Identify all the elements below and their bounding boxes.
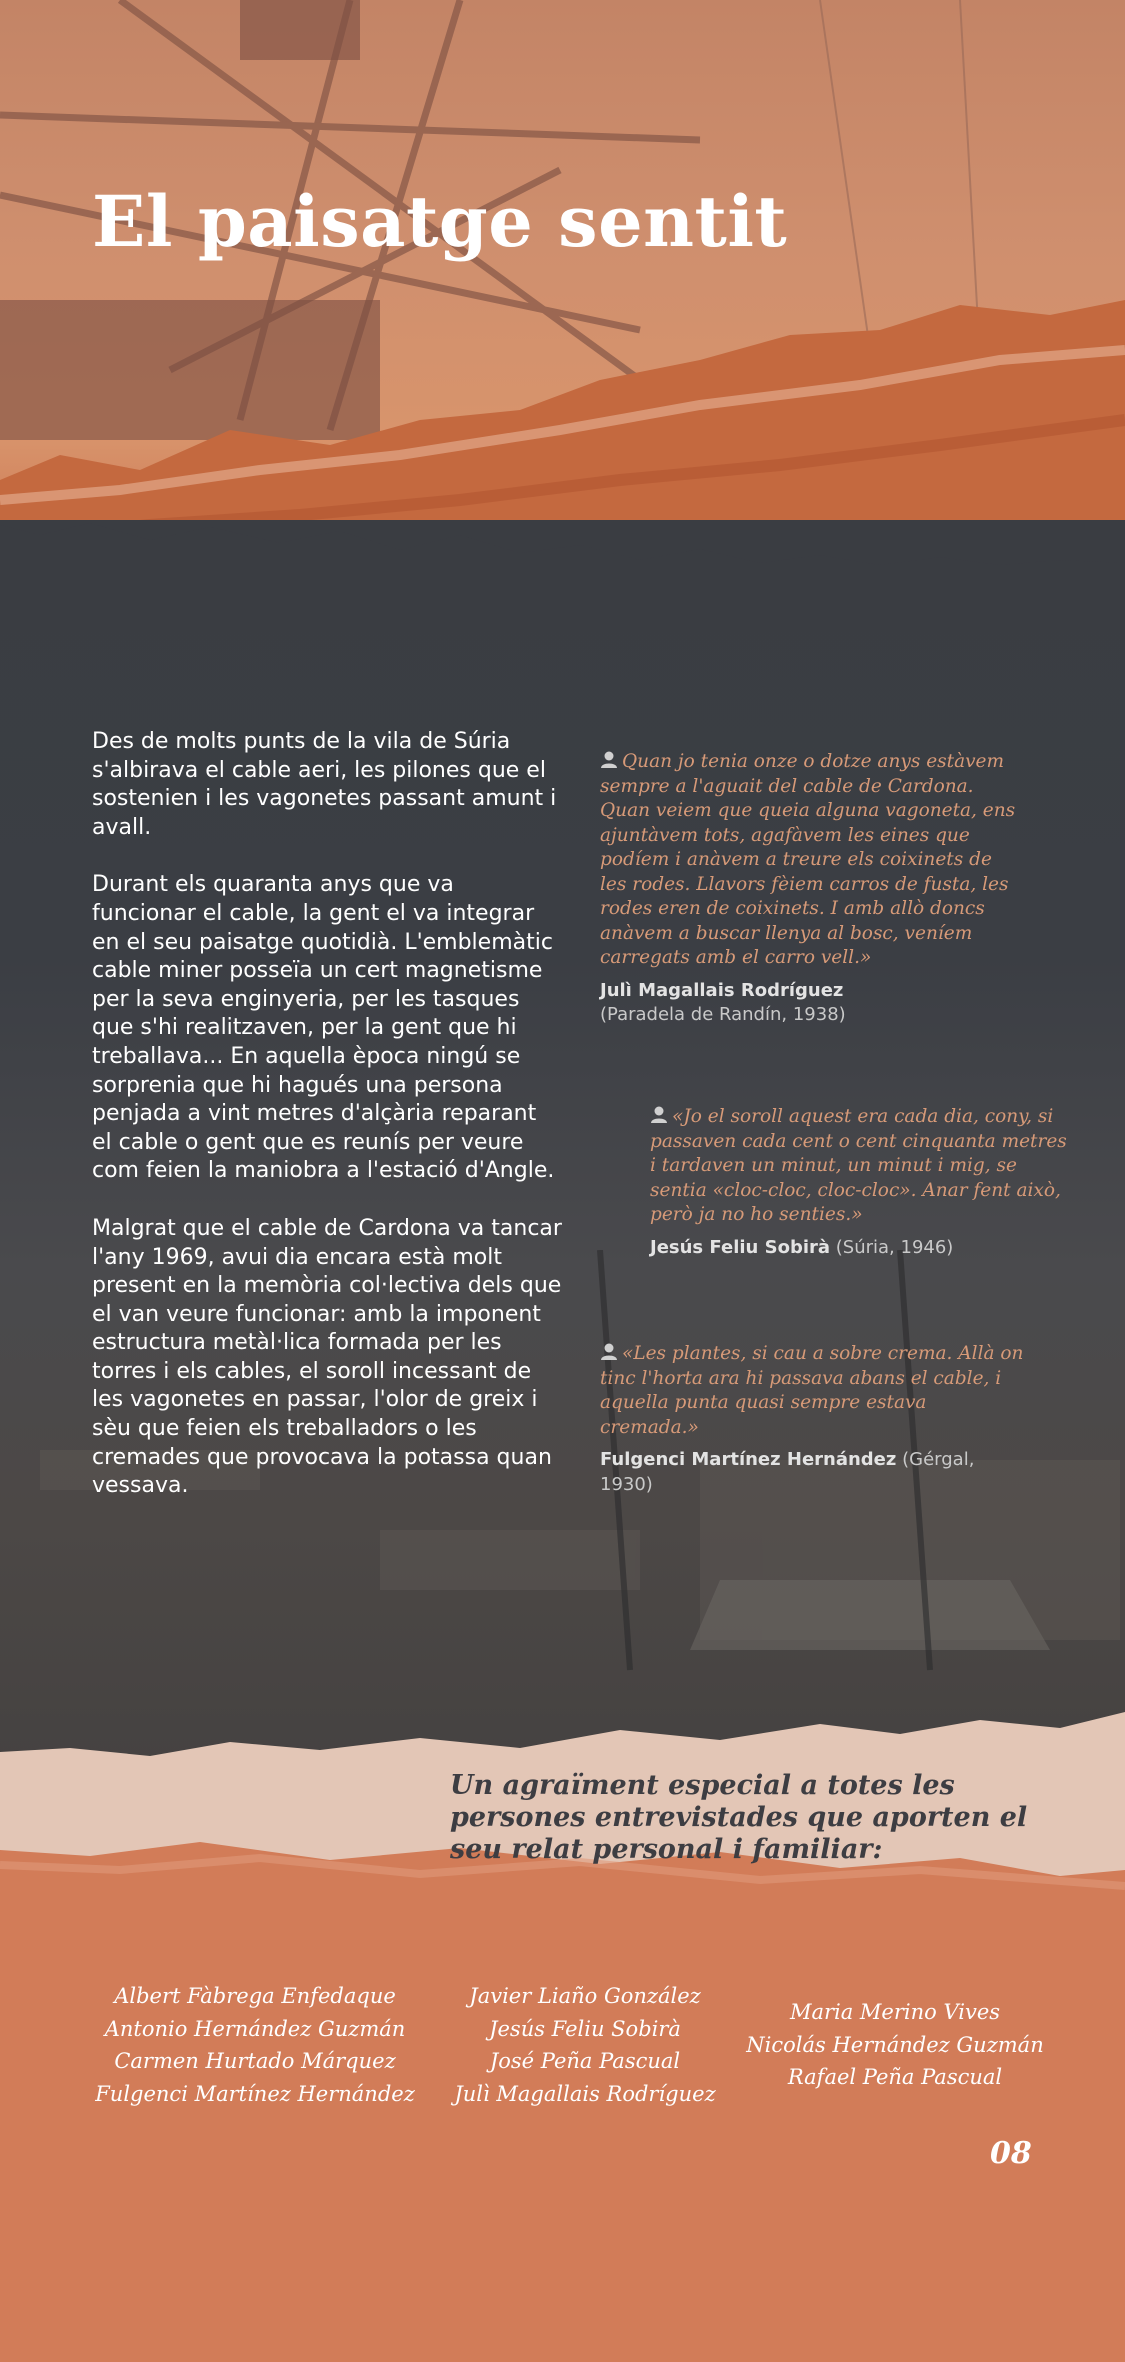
body-paragraph: Malgrat que el cable de Cardona va tancar l'any 1969, avui dia encara està molt present en la memòria col·lectiva dels que el van veure funcionar: amb la imponent estructura metàl·lica formada per les torres i els cables, el soroll incessant de les vagonetes en passar, l'olor de greix i sèu que feien els treballadors o les cremades que provocava la potassa quan vessava.	[92, 1215, 562, 1499]
quote-author: Julì Magallais Rodríguez	[600, 979, 844, 1001]
interviewee-name: Carmen Hurtado Márquez	[114, 2049, 396, 2073]
acknowledgement-heading: Un agraïment especial a totes les persones entrevistades que aporten el seu relat personal i familiar:	[450, 1770, 1028, 1865]
testimony-quote	[600, 750, 1020, 1028]
interviewee-name: Nicolás Hernández Guzmán	[746, 2032, 1044, 2057]
body-paragraph: Durant els quaranta anys que va funcionar el cable, la gent el va integrar en el seu paisatge quotidià. L'emblemàtic cable miner posseïa un cert magnetisme per la seva enginyeria, per les tasques que s'hi realitzaven, per la gent que hi treballava... En aquella època ningú se sorprenia que hi hagués una persona penjada a vint metres d'alçària reparant el cable o gent que es reunís per veure com feien la maniobra a l'estació d'Angle.	[92, 872, 555, 1184]
quote-text: «Jo el soroll aquest era cada dia, cony, si passaven cada cent o cent cinquanta metres i tardaven un minut, un minut i mig, se sentia «cloc-cloc, cloc-cloc». Anar fent això, però ja no ho senties.»	[650, 1106, 1067, 1225]
interviewee-name: Rafael Peña Pascual	[787, 2065, 1003, 2089]
testimony-quote	[600, 1342, 1030, 1497]
interviewee-name: Jesús Feliu Sobirà	[489, 2016, 681, 2041]
names-column	[740, 1996, 1050, 2094]
body-text-column	[92, 728, 562, 1530]
interviewee-name: José Peña Pascual	[489, 2049, 681, 2073]
page-title: El paisatge sentit	[92, 180, 788, 263]
quote-text: Quan jo tenia onze o dotze anys estàvem sempre a l'aguait del cable de Cardona. Quan veiem que queia alguna vagoneta, ens ajuntàvem tots, agafàvem les eines que podíem i anàvem a treure els coixinets de les rodes. Llavors fèiem carros de fusta, les rodes eren de coixinets. I amb allò doncs anàvem a buscar llenya al bosc, veníem carregats amb el carro vell.»	[600, 751, 1016, 968]
torn-paper-edge-top	[0, 505, 1125, 565]
person-icon	[600, 1343, 618, 1360]
interviewee-name: Antonio Hernández Guzmán	[104, 2016, 406, 2041]
person-icon	[600, 751, 618, 768]
quote-author: Fulgenci Martínez Hernández	[600, 1449, 897, 1470]
page-number: 08	[990, 2136, 1032, 2171]
interviewee-name: Maria Merino Vives	[789, 2000, 1001, 2024]
body-paragraph: Des de molts punts de la vila de Súria s'albirava el cable aeri, les pilones que el sostenien i les vagonetes passant amunt i avall.	[92, 729, 557, 840]
quote-text: «Les plantes, si cau a sobre crema. Allà on tinc l'horta ara hi passava abans el cable, i aquella punta quasi sempre estava cremada.»	[600, 1343, 1024, 1438]
names-column	[445, 1980, 725, 2110]
interviewee-name: Fulgenci Martínez Hernández	[95, 2081, 415, 2106]
quote-origin: (Paradela de Randín, 1938)	[600, 1004, 846, 1025]
interviewee-name: Albert Fàbrega Enfedaque	[114, 1984, 396, 2008]
interviewee-name: Julì Magallais Rodríguez	[454, 2081, 716, 2106]
quote-origin: (Súria, 1946)	[835, 1236, 954, 1258]
quote-origin: (Gérgal, 1930)	[600, 1449, 975, 1495]
quote-author: Jesús Feliu Sobirà	[650, 1236, 831, 1258]
person-icon	[650, 1106, 668, 1123]
names-column	[90, 1980, 420, 2110]
interviewee-name: Javier Liaño González	[469, 1984, 701, 2008]
testimony-quote	[650, 1105, 1070, 1260]
